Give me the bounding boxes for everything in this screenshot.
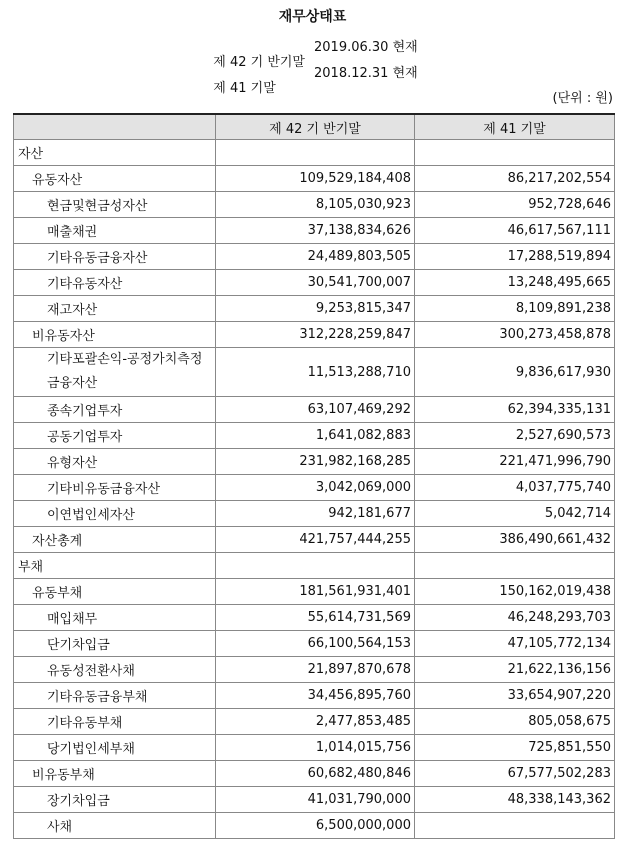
account-name: 유형자산: [14, 449, 216, 475]
account-name: 기타포괄손익-공정가치측정 금융자산: [14, 348, 216, 397]
table-row: [14, 683, 615, 709]
period-current-date: 2019.06.30 현재: [314, 40, 418, 55]
table-row: [14, 244, 615, 270]
current-period-amount: 421,757,444,255: [216, 527, 415, 553]
previous-period-amount: 2,527,690,573: [415, 423, 615, 449]
previous-period-amount: 150,162,019,438: [415, 579, 615, 605]
previous-period-amount: 13,248,495,665: [415, 270, 615, 296]
previous-period-amount: [415, 553, 615, 579]
account-name: 사채: [14, 813, 216, 839]
current-period-amount: 181,561,931,401: [216, 579, 415, 605]
current-period-amount: [216, 553, 415, 579]
table-row: [14, 553, 615, 579]
previous-period-amount: 46,248,293,703: [415, 605, 615, 631]
previous-period-amount: 33,654,907,220: [415, 683, 615, 709]
previous-period-amount: 47,105,772,134: [415, 631, 615, 657]
current-period-amount: 66,100,564,153: [216, 631, 415, 657]
account-name: 비유동부채: [14, 761, 216, 787]
table-row: [14, 423, 615, 449]
account-name: 기타유동금융부채: [14, 683, 216, 709]
current-period-amount: 30,541,700,007: [216, 270, 415, 296]
table-header-row: [14, 114, 615, 140]
account-name: 단기차입금: [14, 631, 216, 657]
table-row: [14, 192, 615, 218]
header-previous-period: 제 41 기말: [415, 114, 615, 140]
current-period-amount: 9,253,815,347: [216, 296, 415, 322]
current-period-amount: 21,897,870,678: [216, 657, 415, 683]
previous-period-amount: [415, 813, 615, 839]
account-name: 기타유동자산: [14, 270, 216, 296]
previous-period-amount: 4,037,775,740: [415, 475, 615, 501]
previous-period-amount: 300,273,458,878: [415, 322, 615, 348]
table-row: [14, 579, 615, 605]
table-row: [14, 322, 615, 348]
previous-period-amount: 952,728,646: [415, 192, 615, 218]
current-period-amount: 34,456,895,760: [216, 683, 415, 709]
account-name: 자산총계: [14, 527, 216, 553]
account-name: 당기법인세부채: [14, 735, 216, 761]
current-period-amount: 60,682,480,846: [216, 761, 415, 787]
previous-period-amount: [415, 140, 615, 166]
table-row: [14, 296, 615, 322]
current-period-amount: 312,228,259,847: [216, 322, 415, 348]
table-row: [14, 527, 615, 553]
account-name: 현금및현금성자산: [14, 192, 216, 218]
statement-title: 재무상태표: [278, 9, 347, 25]
previous-period-amount: 86,217,202,554: [415, 166, 615, 192]
table-row: [14, 348, 615, 397]
table-row: [14, 761, 615, 787]
table-row: [14, 735, 615, 761]
balance-sheet-table: [13, 113, 615, 839]
table-row: [14, 397, 615, 423]
table-row: [14, 605, 615, 631]
table-row: [14, 657, 615, 683]
current-period-amount: 63,107,469,292: [216, 397, 415, 423]
current-period-amount: 24,489,803,505: [216, 244, 415, 270]
previous-period-amount: 21,622,136,156: [415, 657, 615, 683]
previous-period-amount: 17,288,519,894: [415, 244, 615, 270]
account-name: 기타유동금융자산: [14, 244, 216, 270]
table-row: [14, 787, 615, 813]
table-row: [14, 166, 615, 192]
account-name: 자산: [14, 140, 216, 166]
account-name: 유동자산: [14, 166, 216, 192]
account-name: 비유동자산: [14, 322, 216, 348]
table-row: [14, 140, 615, 166]
account-name: 이연법인세자산: [14, 501, 216, 527]
table-row: [14, 631, 615, 657]
table-row: [14, 270, 615, 296]
account-name: 기타비유동금융자산: [14, 475, 216, 501]
table-row: [14, 501, 615, 527]
current-period-amount: 231,982,168,285: [216, 449, 415, 475]
current-period-amount: 55,614,731,569: [216, 605, 415, 631]
current-period-amount: [216, 140, 415, 166]
current-period-amount: 2,477,853,485: [216, 709, 415, 735]
current-period-amount: 1,014,015,756: [216, 735, 415, 761]
previous-period-amount: 805,058,675: [415, 709, 615, 735]
previous-period-amount: 221,471,996,790: [415, 449, 615, 475]
table-row: [14, 475, 615, 501]
previous-period-amount: 5,042,714: [415, 501, 615, 527]
current-period-amount: 6,500,000,000: [216, 813, 415, 839]
table-row: [14, 709, 615, 735]
previous-period-amount: 725,851,550: [415, 735, 615, 761]
current-period-amount: 37,138,834,626: [216, 218, 415, 244]
current-period-amount: 3,042,069,000: [216, 475, 415, 501]
period-previous-date: 2018.12.31 현재: [314, 66, 418, 81]
account-name: 재고자산: [14, 296, 216, 322]
account-name: 종속기업투자: [14, 397, 216, 423]
period-current-label: 제 42 기 반기말: [213, 55, 305, 70]
current-period-amount: 109,529,184,408: [216, 166, 415, 192]
header-current-period: 제 42 기 반기말: [216, 114, 415, 140]
table-row: [14, 813, 615, 839]
previous-period-amount: 48,338,143,362: [415, 787, 615, 813]
account-name: 매출채권: [14, 218, 216, 244]
previous-period-amount: 62,394,335,131: [415, 397, 615, 423]
period-previous-label: 제 41 기말: [213, 81, 276, 96]
current-period-amount: 41,031,790,000: [216, 787, 415, 813]
current-period-amount: 11,513,288,710: [216, 348, 415, 397]
previous-period-amount: 386,490,661,432: [415, 527, 615, 553]
previous-period-amount: 67,577,502,283: [415, 761, 615, 787]
account-name: 유동성전환사채: [14, 657, 216, 683]
previous-period-amount: 9,836,617,930: [415, 348, 615, 397]
account-name: 부채: [14, 553, 216, 579]
current-period-amount: 1,641,082,883: [216, 423, 415, 449]
account-name: 공동기업투자: [14, 423, 216, 449]
account-name: 장기차입금: [14, 787, 216, 813]
current-period-amount: 942,181,677: [216, 501, 415, 527]
account-name: 매입채무: [14, 605, 216, 631]
table-row: [14, 218, 615, 244]
table-row: [14, 449, 615, 475]
previous-period-amount: 46,617,567,111: [415, 218, 615, 244]
header-account: [14, 114, 216, 140]
current-period-amount: 8,105,030,923: [216, 192, 415, 218]
account-name: 유동부채: [14, 579, 216, 605]
unit-note: (단위 : 원): [552, 91, 613, 106]
account-name: 기타유동부채: [14, 709, 216, 735]
previous-period-amount: 8,109,891,238: [415, 296, 615, 322]
